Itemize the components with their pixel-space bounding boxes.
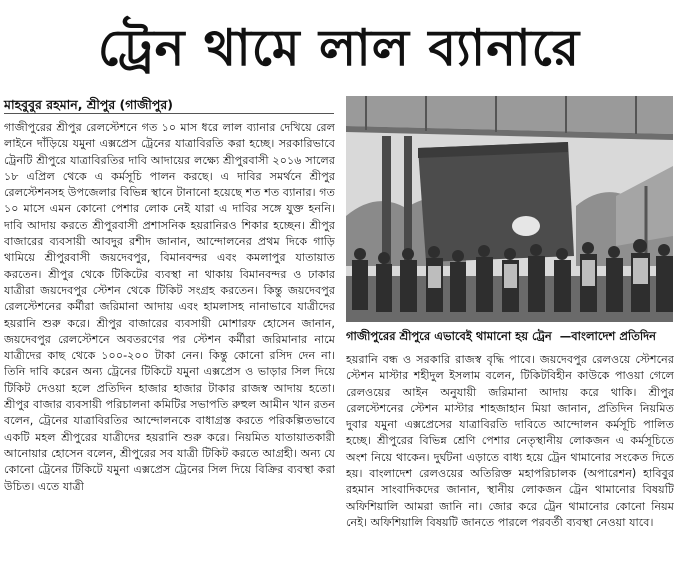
photo-caption [346, 326, 673, 346]
article-headline: ট্রেন থামে লাল ব্যানারে [97, 19, 581, 77]
article-byline: মাহবুবুর রহমান, শ্রীপুর (গাজীপুর) [4, 96, 334, 114]
article-column-right [346, 352, 674, 586]
article-body-right: হয়রানি বন্ধ ও সরকারি রাজস্ব বৃদ্ধি পাবে। জয়দেবপুর রেলওয়ে স্টেশনের স্টেশন মাস্টার শহীদুল ইসলাম বলেন, টিকিটবিহীন কাউকে পাওয়া গেলে রেলওয়ের আইন অনুযায়ী জরিমানা আদায় করে থাকি। শ্রীপুর রেলস্টেশনের স্টেশন মাস্টার শাহজাহান মিয়া জানান, প্রতিদিন নিয়মিত দুবার যমুনা এক্সপ্রেসের যাত্রাবিরতি দাবিতে আন্দোলন কর্মসূচি পালিত হচ্ছে। শ্রীপুরের বিভিন্ন শ্রেণি পেশার নেতৃস্থানীয় লোকজন এ কর্মসূচিতে অংশ নিয়ে থাকেন। দুর্ঘটনা এড়াতে বাধ্য হয়ে ট্রেন থামানোর সংকেত দিতে হয়। বাংলাদেশ রেলওয়ের অতিরিক্ত মহাপরিচালক (অপারেশন) হাবিবুর রহমান সাংবাদিকদের জানান, স্থানীয় লোকজন ট্রেন থামানোর বিষয়টি অফিশিয়ালি আমরা জানি না। জোর করে ট্রেন থামানোর কোনো নিয়ম নেই। অফিশিয়ালি বিষয়টি জানতে পারলে পরবর্তী ব্যবস্থা নেওয়া যাবে। [346, 353, 674, 529]
article-photo [346, 96, 673, 322]
caption-credit: —বাংলাদেশ প্রতিদিন [559, 329, 657, 343]
article-body-left: গাজীপুরের শ্রীপুর রেলস্টেশনে গত ১০ মাস ধরে লাল ব্যানার দেখিয়ে রেল লাইনে দাঁড়িয়ে যমুনা এক্সপ্রেস ট্রেনের যাত্রাবিরতি করা হচ্ছে। সরকারিভাবে ট্রেনটি শ্রীপুরে যাত্রাবিরতির দাবি আদায়ের লক্ষ্যে শ্রীপুরবাসী ২০১৬ সালের ১৮ এপ্রিল থেকে এ কর্মসূচি পালন করছে। এ দাবির সমর্থনে শ্রীপুর রেলস্টেশনসহ উপজেলার বিভিন্ন স্থানে টানানো হয়েছে শত শত ব্যানার। গত ১০ মাসে এমন কোনো পেশার লোক নেই যারা এ দাবির সঙ্গে যুক্ত হননি। দাবি আদায় করতে শ্রীপুরবাসী প্রশাসনিক হয়রানিরও শিকার হচ্ছেন। শ্রীপুর বাজারের ব্যবসায়ী আবদুর রশীদ জানান, আন্দোলনের প্রথম দিকে গাড়ি থামিয়ে শ্রীপুরবাসী জয়দেবপুর, বিমানবন্দর এবং কমলাপুর যাতায়াত করতেন। শ্রীপুর থেকে টিকিটের ব্যবস্থা না থাকায় বিমানবন্দর ও ঢাকার যাত্রীরা জয়দেবপুর স্টেশন থেকে টিকিট সংগ্রহ করতেন। কিন্তু জয়দেবপুর রেলস্টেশনের কর্মীরা জরিমানা আদায় এবং হামলাসহ নানাভাবে যাত্রীদের হয়রানি শুরু করে। শ্রীপুর বাজারের ব্যবসায়ী মোশারফ হোসেন জানান, জয়দেবপুর রেলস্টেশনে অবতরণের পর স্টেশন কর্মীরা জরিমানার নামে যাত্রীদের কাছ থেকে ১০০-২০০ টাকা নেন। কিন্তু কোনো রসিদ দেন না। তিনি দাবি করেন অন্য ট্রেনের টিকিটে যমুনা এক্সপ্রেস ও ভাড়ার সিল দিয়ে টিকিট দেওয়া হলে প্রতিদিন হাজার হাজার টাকার রাজস্ব আদায় হতো। শ্রীপুর বাজার ব্যবসায়ী পরিচালনা কমিটির সভাপতি রুহুল আমীন খান রতন বলেন, ট্রেনের যাত্রাবিরতির আন্দোলনকে বাধাগ্রস্ত করতে পরিকল্পিতভাবে একটি মহল শ্রীপুরের যাত্রীদের হয়রানি শুরু করে। নিয়মিত যাতায়াতকারী আনোয়ার হোসেন বলেন, শ্রীপুরের সব যাত্রী টিকিট করতে আগ্রহী। অন্য যে কোনো ট্রেনের টিকিটে যমুনা এক্সপ্রেস ট্রেনের সিল দিয়ে বিক্রির ব্যবস্থা করা উচিত। এতে যাত্রী [4, 121, 335, 493]
caption-text: গাজীপুরের শ্রীপুরে এভাবেই থামানো হয় ট্রেন [346, 329, 552, 343]
article-column-left [4, 120, 335, 586]
photo-of-crowd-under-station-shed [346, 96, 673, 322]
